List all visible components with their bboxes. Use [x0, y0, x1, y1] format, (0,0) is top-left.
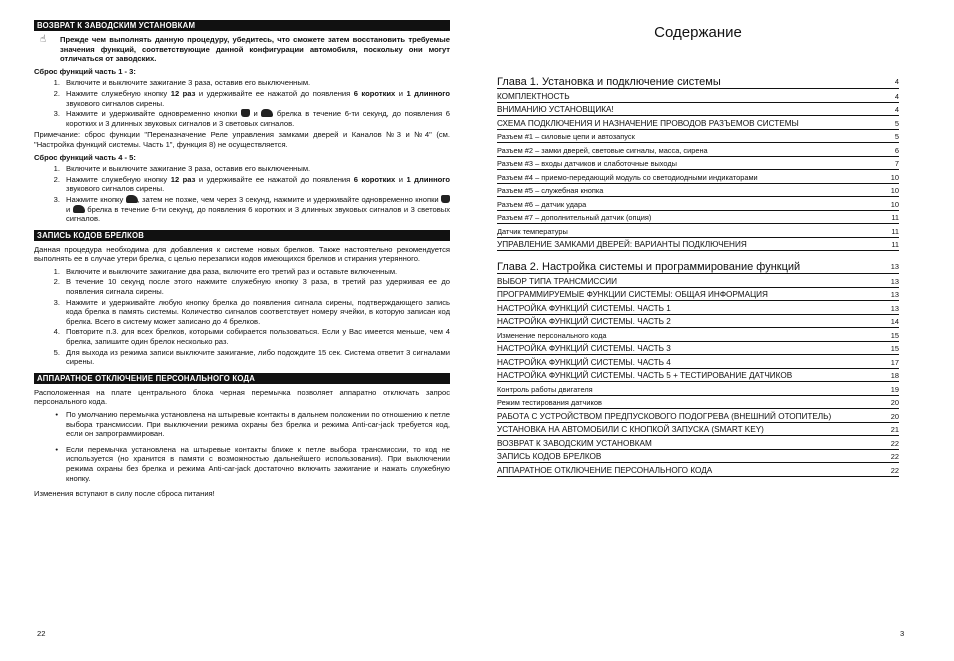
toc-entry-page: 13: [890, 290, 899, 300]
toc-entry-page: 4: [894, 91, 899, 101]
toc-entry-page: 11: [891, 213, 899, 223]
step-item: [34, 175, 450, 194]
pointing-hand-icon: ☝: [40, 34, 47, 45]
step-number: 3.: [53, 194, 60, 204]
toc-entry-label: НАСТРОЙКА ФУНКЦИЙ СИСТЕМЫ. ЧАСТЬ 3: [497, 344, 671, 354]
left-page: [34, 20, 450, 502]
toc-entry-label: УСТАНОВКА НА АВТОМОБИЛИ С КНОПКОЙ ЗАПУСКА (SMART KEY): [497, 425, 764, 435]
step-text: [66, 327, 450, 346]
toc-entry[interactable]: [497, 355, 899, 369]
step-item: [34, 277, 450, 296]
toc-entry[interactable]: [497, 103, 899, 117]
step-text-part: В течение 10 секунд после этого нажмите служебную кнопку 3 раза, в третий раз удерживая ее до появления сигнала сирены.: [66, 277, 450, 297]
toc-entry-label: Разъем #5 – служебная кнопка: [497, 186, 604, 196]
toc-entry[interactable]: [497, 184, 899, 198]
step-text-part: брелка в течение 6-ти секунд, до появления 6 коротких и 3 длинных звуковых сигналов и 3 световых сигналов.: [66, 204, 451, 224]
step-text-part: 12 раз: [170, 174, 196, 184]
step-number: 2.: [53, 277, 60, 287]
toc-entry-page: 10: [890, 186, 899, 196]
toc-entry[interactable]: [497, 288, 899, 302]
toc-entry-page: 6: [894, 145, 899, 155]
toc-entry[interactable]: [497, 116, 899, 130]
step-text-part: Нажмите и удерживайте одновременно кнопки: [66, 109, 241, 119]
toc-entry-label: ЗАПИСЬ КОДОВ БРЕЛКОВ: [497, 452, 602, 462]
toc-entry-page: 14: [890, 317, 899, 327]
toc-entry-page: 13: [890, 303, 899, 313]
car-icon: [261, 109, 273, 117]
lock-icon: [441, 195, 450, 203]
toc-entry-page: 20: [890, 398, 899, 408]
toc-entry[interactable]: [497, 342, 899, 356]
car-icon: [73, 205, 85, 213]
step-number: 1.: [53, 164, 60, 174]
step-item: [34, 109, 450, 128]
toc-entry-page: 22: [890, 438, 899, 448]
step-text-part: Включите и выключите зажигание 3 раза, оставив его выключенным.: [66, 78, 311, 88]
step-item: [34, 298, 450, 327]
step-text-part: Включите и выключите зажигание два раза, включите его третий раз и оставьте включенным.: [66, 266, 398, 276]
toc-entry-label: Разъем #4 – приемо-передающий модуль со светодиодными индикаторами: [497, 172, 758, 182]
footer-note: Изменения вступают в силу после сброса питания!: [34, 489, 215, 499]
toc-chapter-label: Глава 2. Настройка системы и программирование функций: [497, 261, 801, 273]
toc-entry-label: Разъем #2 – замки дверей, световые сигналы, масса, сирена: [497, 145, 708, 155]
toc-entry-label: СХЕМА ПОДКЛЮЧЕНИЯ И НАЗНАЧЕНИЕ ПРОВОДОВ РАЗЪЕМОВ СИСТЕМЫ: [497, 118, 799, 128]
toc-entry[interactable]: [497, 89, 899, 103]
step-text-part: и удерживайте ее нажатой до появления: [195, 88, 354, 98]
bullet-dot-icon: •: [55, 410, 58, 419]
step-text: [66, 109, 450, 128]
toc-chapter-1-items: [497, 89, 899, 251]
bullet-text: Если перемычка установлена на штыревые контакты ближе к петле выбора трансмиссии, то код не используется (но хранится в памяти с возможностью дальнейшего использования). При выключении режима охраны без брелка и режима Anti-car-jack достаточно включить зажигание и нажать служебную кнопку.: [66, 444, 450, 483]
toc-entry[interactable]: [497, 463, 899, 477]
pin-bullets: [34, 410, 450, 483]
step-text-part: звукового сигналов сирены.: [66, 98, 165, 108]
warning-block: [34, 35, 450, 64]
toc-entry-label: Разъем #7 – дополнительный датчик (опция): [497, 213, 652, 223]
toc-entry-label: ПРОГРАММИРУЕМЫЕ ФУНКЦИИ СИСТЕМЫ: ОБЩАЯ ИНФОРМАЦИЯ: [497, 290, 768, 300]
left-page-number: 22: [37, 629, 46, 638]
toc-entry-label: НАСТРОЙКА ФУНКЦИЙ СИСТЕМЫ. ЧАСТЬ 5 + ТЕСТИРОВАНИЕ ДАТЧИКОВ: [497, 371, 793, 381]
toc-entry-page: 17: [890, 357, 899, 367]
toc-entry-label: Изменение персонального кода: [497, 330, 607, 340]
toc-entry[interactable]: [497, 369, 899, 383]
step-text-part: Нажмите служебную кнопку: [66, 174, 171, 184]
toc-entry-label: Контроль работы двигателя: [497, 384, 593, 394]
bullet-text: По умолчанию перемычка установлена на штыревые контакты в дальнем положении по отношению к петле выбора трансмиссии. При выключении режима охраны без брелка и режима Anti-car-jack требуется код, если он запрограммирован.: [66, 410, 450, 439]
step-item: [34, 78, 450, 88]
toc-entry-label: ВОЗВРАТ К ЗАВОДСКИМ УСТАНОВКАМ: [497, 438, 652, 448]
toc-entry[interactable]: [497, 382, 899, 396]
bullet-item: [34, 410, 450, 439]
step-number: 4.: [53, 327, 60, 337]
right-page: [497, 20, 899, 477]
toc-entry[interactable]: [497, 409, 899, 423]
step-item: [34, 89, 450, 108]
toc-entry-page: 4: [894, 105, 899, 115]
step-number: 1.: [53, 266, 60, 276]
part2-steps: [34, 164, 450, 224]
part1-steps: [34, 78, 450, 128]
step-text-part: 6 коротких: [353, 174, 396, 184]
toc-entry-label: НАСТРОЙКА ФУНКЦИЙ СИСТЕМЫ. ЧАСТЬ 4: [497, 357, 671, 367]
step-text: [66, 267, 450, 277]
step-text-part: и: [395, 174, 407, 184]
step-text-part: 1 длинного: [406, 174, 451, 184]
toc-entry-label: Датчик температуры: [497, 226, 568, 236]
step-text-part: Нажмите и удерживайте любую кнопку брелка до появления сигнала сирены, подтверждающего запись кода брелка в память системы. Количество сигналов соответствует номеру ячейки, в которую записан код брелка. Всего в систему может записано до 4 брелков.: [66, 297, 450, 326]
step-text-part: Включите и выключите зажигание 3 раза, оставив его выключенным.: [66, 164, 311, 174]
toc-entry[interactable]: [497, 170, 899, 184]
step-text-part: 12 раз: [170, 88, 196, 98]
step-text-part: 1 длинного: [406, 88, 451, 98]
toc-entry-page: 5: [894, 132, 899, 142]
step-text-part: Нажмите служебную кнопку: [66, 88, 171, 98]
toc-entry-page: 20: [890, 411, 899, 421]
step-number: 5.: [53, 347, 60, 357]
toc-entry-label: ВЫБОР ТИПА ТРАНСМИССИИ: [497, 276, 618, 286]
toc-entry[interactable]: [497, 274, 899, 288]
step-text: [66, 78, 450, 88]
step-text-part: и: [249, 109, 262, 119]
step-text: [66, 175, 450, 194]
toc-entry-label: ВНИМАНИЮ УСТАНОВЩИКА!: [497, 105, 614, 115]
step-item: [34, 164, 450, 174]
bullet-item: [34, 445, 450, 483]
step-text-part: и: [66, 204, 73, 214]
toc-entry-page: 5: [894, 118, 899, 128]
bullet-dot-icon: •: [55, 444, 58, 454]
toc-entry-label: УПРАВЛЕНИЕ ЗАМКАМИ ДВЕРЕЙ: ВАРИАНТЫ ПОДКЛЮЧЕНИЯ: [497, 240, 747, 250]
toc-entry-label: Режим тестирования датчиков: [497, 398, 602, 408]
part2-title: Сброс функций часть 4 - 5:: [34, 152, 136, 162]
toc-entry[interactable]: [497, 197, 899, 211]
step-text-part: 6 коротких: [353, 88, 396, 98]
toc-chapter-page: 4: [894, 77, 899, 86]
toc-chapter-2[interactable]: [497, 255, 899, 274]
step-text: [66, 195, 450, 224]
step-text: [66, 348, 450, 367]
step-text: [66, 298, 450, 327]
right-page-number: 3: [900, 629, 905, 638]
toc-entry[interactable]: [497, 450, 899, 464]
step-text-part: , затем не позже, чем через 3 секунд, нажмите и удерживайте одновременно кнопки: [137, 194, 441, 204]
step-text: [66, 277, 450, 296]
note-text: Примечание: сброс функции "Переназначение Реле управления замками дверей и Каналов №3 и №4" (см. "Настройка функций системы. Часть 1", функция 8) не осуществляется.: [34, 130, 450, 149]
toc-entry-page: 18: [890, 371, 899, 381]
step-text-part: и: [395, 88, 407, 98]
toc-chapter-page: 13: [890, 262, 899, 271]
toc-entry-label: КОМПЛЕКТНОСТЬ: [497, 91, 570, 101]
toc-entry[interactable]: [497, 157, 899, 171]
toc-entry[interactable]: [497, 328, 899, 342]
toc-title: Содержание: [654, 24, 742, 41]
warning-text: Прежде чем выполнять данную процедуру, убедитесь, что сможете затем восстановить требуемые значения функций, соответствующие данной конфигурации автомобиля, поскольку они могут отличаться от заводских.: [60, 35, 450, 64]
toc-entry[interactable]: [497, 143, 899, 157]
toc-entry-page: 22: [890, 452, 899, 462]
step-item: [34, 195, 450, 224]
toc-entry[interactable]: [497, 224, 899, 238]
toc-entry-label: НАСТРОЙКА ФУНКЦИЙ СИСТЕМЫ. ЧАСТЬ 2: [497, 317, 671, 327]
toc-entry-page: 11: [891, 240, 899, 250]
car-icon: [126, 195, 138, 203]
step-text-part: звукового сигналов сирены.: [66, 184, 165, 194]
toc-entry-label: НАСТРОЙКА ФУНКЦИЙ СИСТЕМЫ. ЧАСТЬ 1: [497, 303, 671, 313]
section-header-pin-disable: АППАРАТНОЕ ОТКЛЮЧЕНИЕ ПЕРСОНАЛЬНОГО КОДА: [34, 373, 450, 384]
toc-entry-label: Разъем #3 – входы датчиков и слаботочные выходы: [497, 159, 677, 169]
step-number: 2.: [53, 174, 60, 184]
step-number: 2.: [53, 88, 60, 98]
fob-intro: Данная процедура необходима для добавления к системе новых брелков. Также настоятельно рекомендуется выполнять ее в случае утери брелка, с целью перезаписи кодов имеющихся брелков и стирания утерянного.: [34, 244, 450, 264]
toc-entry[interactable]: [497, 396, 899, 410]
section-header-factory-reset: ВОЗВРАТ К ЗАВОДСКИМ УСТАНОВКАМ: [34, 20, 450, 31]
toc-entry[interactable]: [497, 315, 899, 329]
step-number: 3.: [53, 297, 60, 307]
toc-entry[interactable]: [497, 436, 899, 450]
toc-entry-label: Разъем #1 – силовые цепи и автозапуск: [497, 132, 635, 142]
step-item: [34, 267, 450, 277]
toc-entry-page: 13: [890, 276, 899, 286]
toc-entry-page: 15: [890, 344, 899, 354]
step-number: 1.: [53, 78, 60, 88]
toc-entry-page: 10: [890, 172, 899, 182]
step-item: [34, 327, 450, 346]
toc-entry[interactable]: [497, 301, 899, 315]
step-text: [66, 89, 450, 108]
step-text-part: и удерживайте ее нажатой до появления: [195, 174, 354, 184]
toc-entry[interactable]: [497, 130, 899, 144]
toc-entry-label: РАБОТА С УСТРОЙСТВОМ ПРЕДПУСКОВОГО ПОДОГРЕВА (ВНЕШНИЙ ОТОПИТЕЛЬ): [497, 411, 832, 421]
step-text: [66, 164, 450, 174]
fob-steps: [34, 267, 450, 367]
toc-chapter-label: Глава 1. Установка и подключение системы: [497, 76, 721, 88]
pin-intro: Расположенная на плате центрального блока черная перемычка позволяет аппаратно отключать запрос персонального кода.: [34, 387, 450, 407]
toc-entry-page: 11: [891, 226, 899, 236]
toc-entry[interactable]: [497, 238, 899, 252]
part1-title: Сброс функций часть 1 - 3:: [34, 66, 136, 76]
toc-chapter-1[interactable]: [497, 70, 899, 89]
toc-entry-page: 10: [890, 199, 899, 209]
toc-entry-page: 15: [890, 330, 899, 340]
step-item: [34, 348, 450, 367]
step-text-part: Для выхода из режима записи выключите зажигание, либо подождите 15 сек. Система ответит 3 сигналами сирены.: [66, 347, 450, 367]
toc-entry[interactable]: [497, 423, 899, 437]
toc-entry-page: 7: [894, 159, 899, 169]
step-text-part: брелка в течение 6-ти секунд, до появления 6 коротких и 3 длинных звуковых сигналов и 3 световых сигналов.: [66, 109, 450, 128]
step-text-part: Нажмите кнопку: [66, 194, 126, 204]
toc-entry-label: Разъем #6 – датчик удара: [497, 199, 587, 209]
toc-entry[interactable]: [497, 211, 899, 225]
lock-icon: [241, 109, 250, 117]
toc-entry-page: 21: [890, 425, 899, 435]
step-number: 3.: [53, 109, 60, 119]
toc-chapter-2-items: [497, 274, 899, 477]
toc-entry-page: 19: [890, 384, 899, 394]
section-header-fob-codes: ЗАПИСЬ КОДОВ БРЕЛКОВ: [34, 230, 450, 241]
toc-entry-label: АППАРАТНОЕ ОТКЛЮЧЕНИЕ ПЕРСОНАЛЬНОГО КОДА: [497, 465, 713, 475]
step-text-part: Повторите п.3. для всех брелков, которыми собирается пользоваться. Если у Вас имеется меньше, чем 4 брелка, запишите один брелок несколько раз.: [66, 327, 450, 347]
toc-entry-page: 22: [890, 465, 899, 475]
